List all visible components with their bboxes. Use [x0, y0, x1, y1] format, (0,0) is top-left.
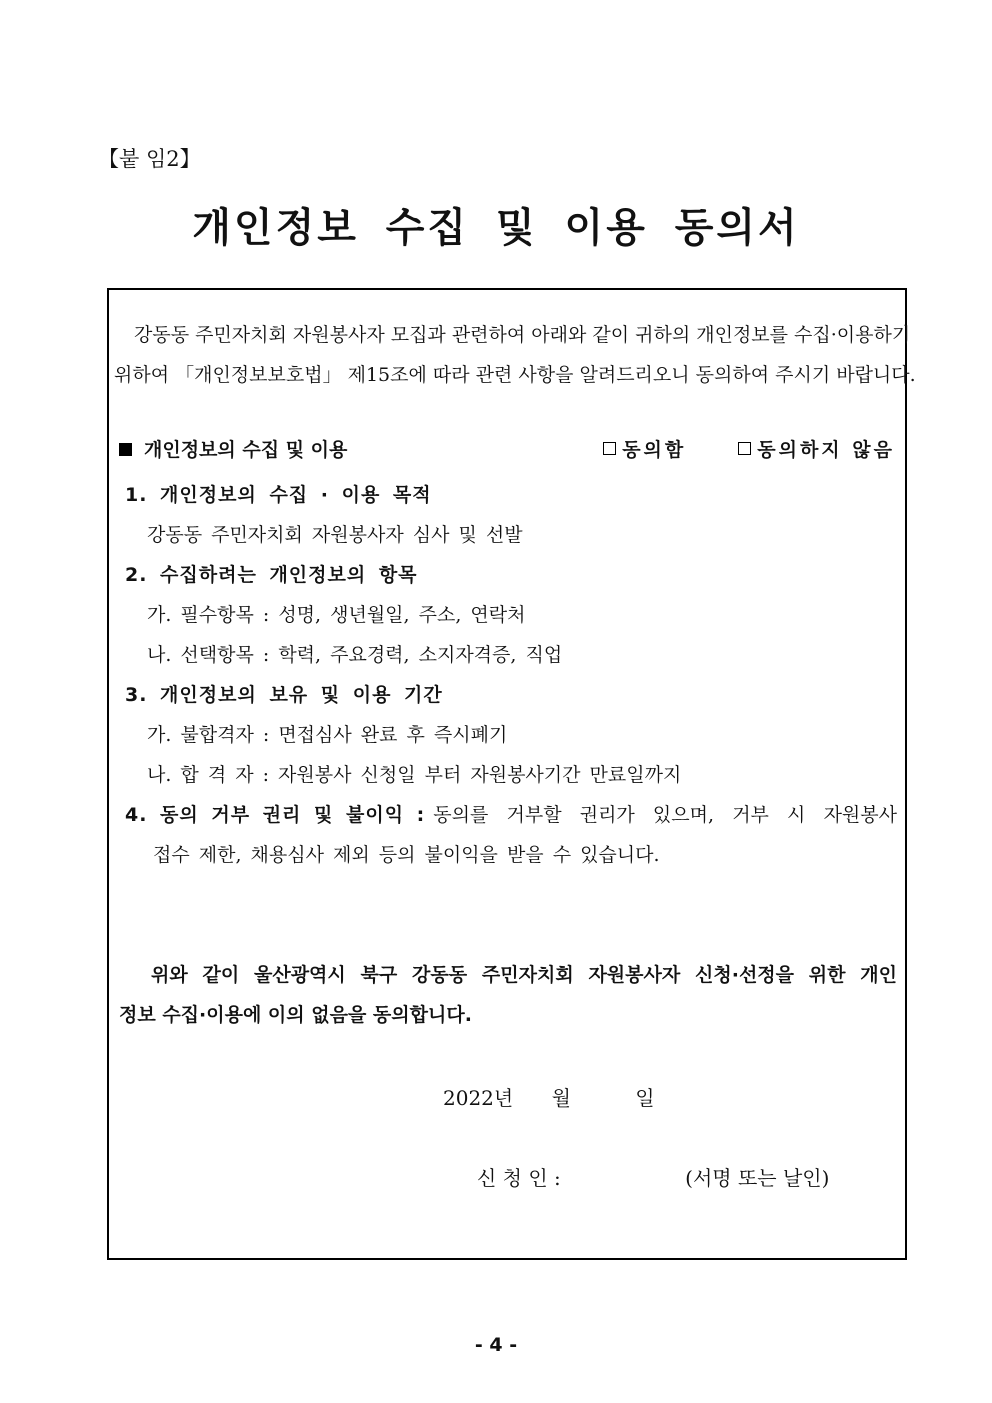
agreement-line-2: 정보 수집·이용에 이의 없음을 동의합니다.: [119, 1004, 472, 1026]
consent-heading-label: 개인정보의 수집 및 이용: [144, 439, 348, 461]
agree-option[interactable]: [603, 435, 686, 462]
section-1-body: 강동동 주민자치회 자원봉사자 심사 및 선발: [147, 524, 523, 546]
section-3-item-b: 나. 합 격 자 : 자원봉사 신청일 부터 자원봉사기간 만료일까지: [147, 764, 682, 786]
section-4-line-1: [125, 800, 897, 827]
agreement-line-1: 위와 같이 울산광역시 북구 강동동 주민자치회 자원봉사자 신청·선정을 위한 개인: [151, 964, 897, 986]
section-4-body-2: 접수 제한, 채용심사 제외 등의 불이익을 받을 수 있습니다.: [153, 844, 660, 866]
section-2-item-a: 가. 필수항목 : 성명, 생년월일, 주소, 연락처: [147, 604, 526, 626]
agree-checkbox[interactable]: [603, 442, 616, 455]
date-line: [443, 1082, 655, 1111]
consent-heading-label-wrap: [119, 435, 347, 462]
section-4-title: 4. 동의 거부 권리 및 불이익 :: [125, 804, 426, 826]
section-3-item-a: 가. 불합격자 : 면접심사 완료 후 즉시폐기: [147, 724, 508, 746]
date-day: 일: [635, 1086, 655, 1110]
attachment-label: 【붙 임2】: [98, 147, 201, 171]
disagree-option-label: 동의하지 않음: [757, 439, 895, 461]
signature-note: (서명 또는 날인): [685, 1166, 830, 1190]
intro-line-2: 위하여 「개인정보보호법」 제15조에 따라 관련 사항을 알려드리오니 동의하여 주시기 바랍니다.: [114, 364, 916, 386]
agree-option-label: 동의함: [622, 439, 687, 461]
section-1-title: 1. 개인정보의 수집 · 이용 목적: [125, 484, 432, 506]
disagree-checkbox[interactable]: [738, 442, 751, 455]
section-4-body-1: 동의를 거부할 권리가 있으며, 거부 시 자원봉사: [433, 804, 897, 826]
date-year: 2022년: [443, 1086, 514, 1110]
intro-line-1: 강동동 주민자치회 자원봉사자 모집과 관련하여 아래와 같이 귀하의 개인정보를 수집·이용하기: [134, 324, 911, 346]
applicant-label: 신 청 인 :: [477, 1166, 561, 1190]
signature-line: [477, 1162, 829, 1191]
section-2-item-b: 나. 선택항목 : 학력, 주요경력, 소지자격증, 직업: [147, 644, 563, 666]
date-month: 월: [551, 1086, 571, 1110]
disagree-option[interactable]: [738, 435, 895, 462]
section-3-title: 3. 개인정보의 보유 및 이용 기간: [125, 684, 443, 706]
document-title: 개인정보 수집 및 이용 동의서: [192, 205, 800, 251]
black-square-icon: [119, 443, 132, 456]
section-2-title: 2. 수집하려는 개인정보의 항목: [125, 564, 418, 586]
consent-form-box: [107, 288, 916, 1260]
consent-options: [603, 435, 895, 462]
page-number: - 4 -: [474, 1334, 518, 1356]
consent-heading: [119, 435, 895, 462]
